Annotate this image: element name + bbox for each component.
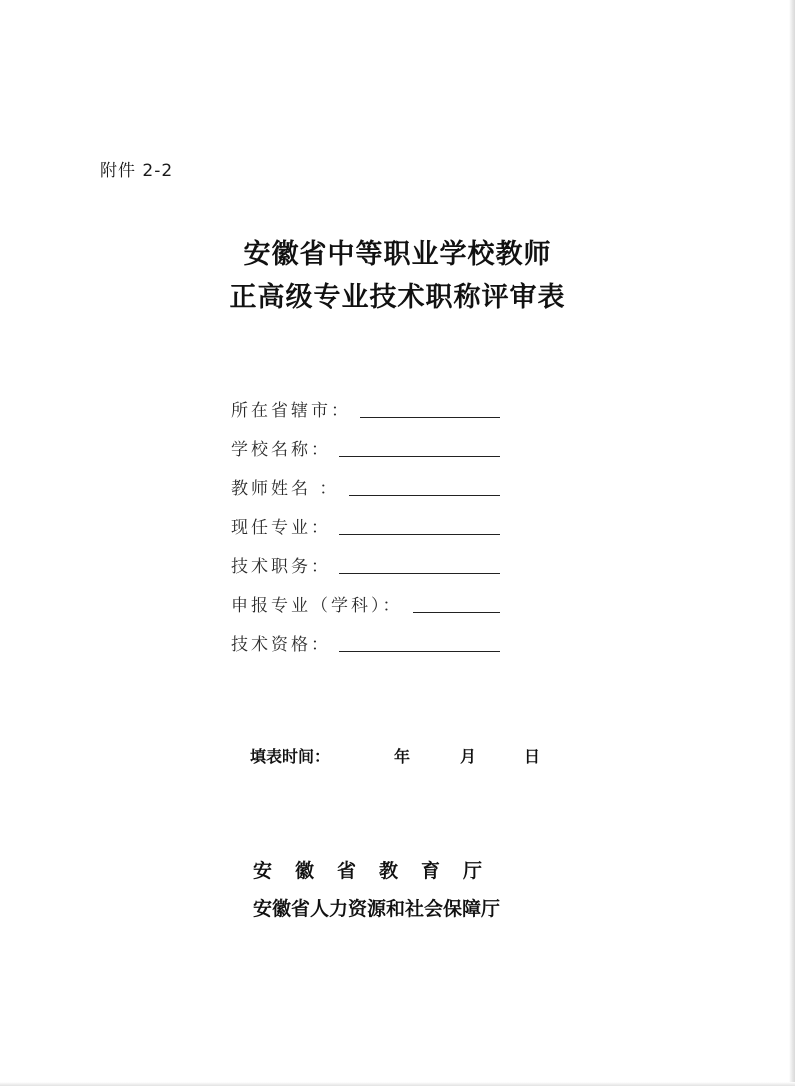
issuer-education-dept: 安徽省教育厅 (253, 860, 506, 882)
field-blank-line[interactable] (339, 534, 500, 535)
field-blank-line[interactable] (413, 612, 500, 613)
field-technical-qualification (231, 630, 511, 656)
field-label: 技术资格： (231, 635, 331, 655)
field-school-name (231, 435, 511, 461)
field-technical-position (231, 552, 511, 578)
field-blank-line[interactable] (339, 456, 500, 457)
month-unit: 月 (460, 747, 477, 766)
field-province-city (231, 396, 511, 422)
year-unit: 年 (394, 747, 411, 766)
field-label: 技术职务： (231, 557, 331, 577)
field-label: 学校名称： (231, 440, 331, 460)
field-blank-line[interactable] (349, 495, 500, 496)
field-blank-line[interactable] (339, 651, 500, 652)
field-blank-line[interactable] (360, 417, 500, 418)
field-label: 所在省辖市： (231, 401, 351, 421)
form-title-line-1: 安徽省中等职业学校教师 (243, 239, 552, 270)
issuer-hr-social-security-dept: 安徽省人力资源和社会保障厅 (253, 898, 501, 920)
field-label: 申报专业（学科）： (231, 596, 403, 616)
scan-edge-bottom (0, 1082, 795, 1086)
attachment-label: 附件 2-2 (100, 161, 174, 181)
field-teacher-name (231, 474, 511, 500)
field-blank-line[interactable] (339, 573, 500, 574)
scan-edge-right (789, 0, 795, 1086)
form-title-line-2: 正高级专业技术职称评审表 (229, 282, 566, 313)
day-unit: 日 (524, 747, 541, 766)
fill-date-label: 填表时间： (250, 747, 331, 766)
field-current-major (231, 513, 511, 539)
field-label: 现任专业： (231, 518, 331, 538)
field-label: 教师姓名 ： (231, 479, 340, 499)
field-applied-major (231, 591, 511, 617)
